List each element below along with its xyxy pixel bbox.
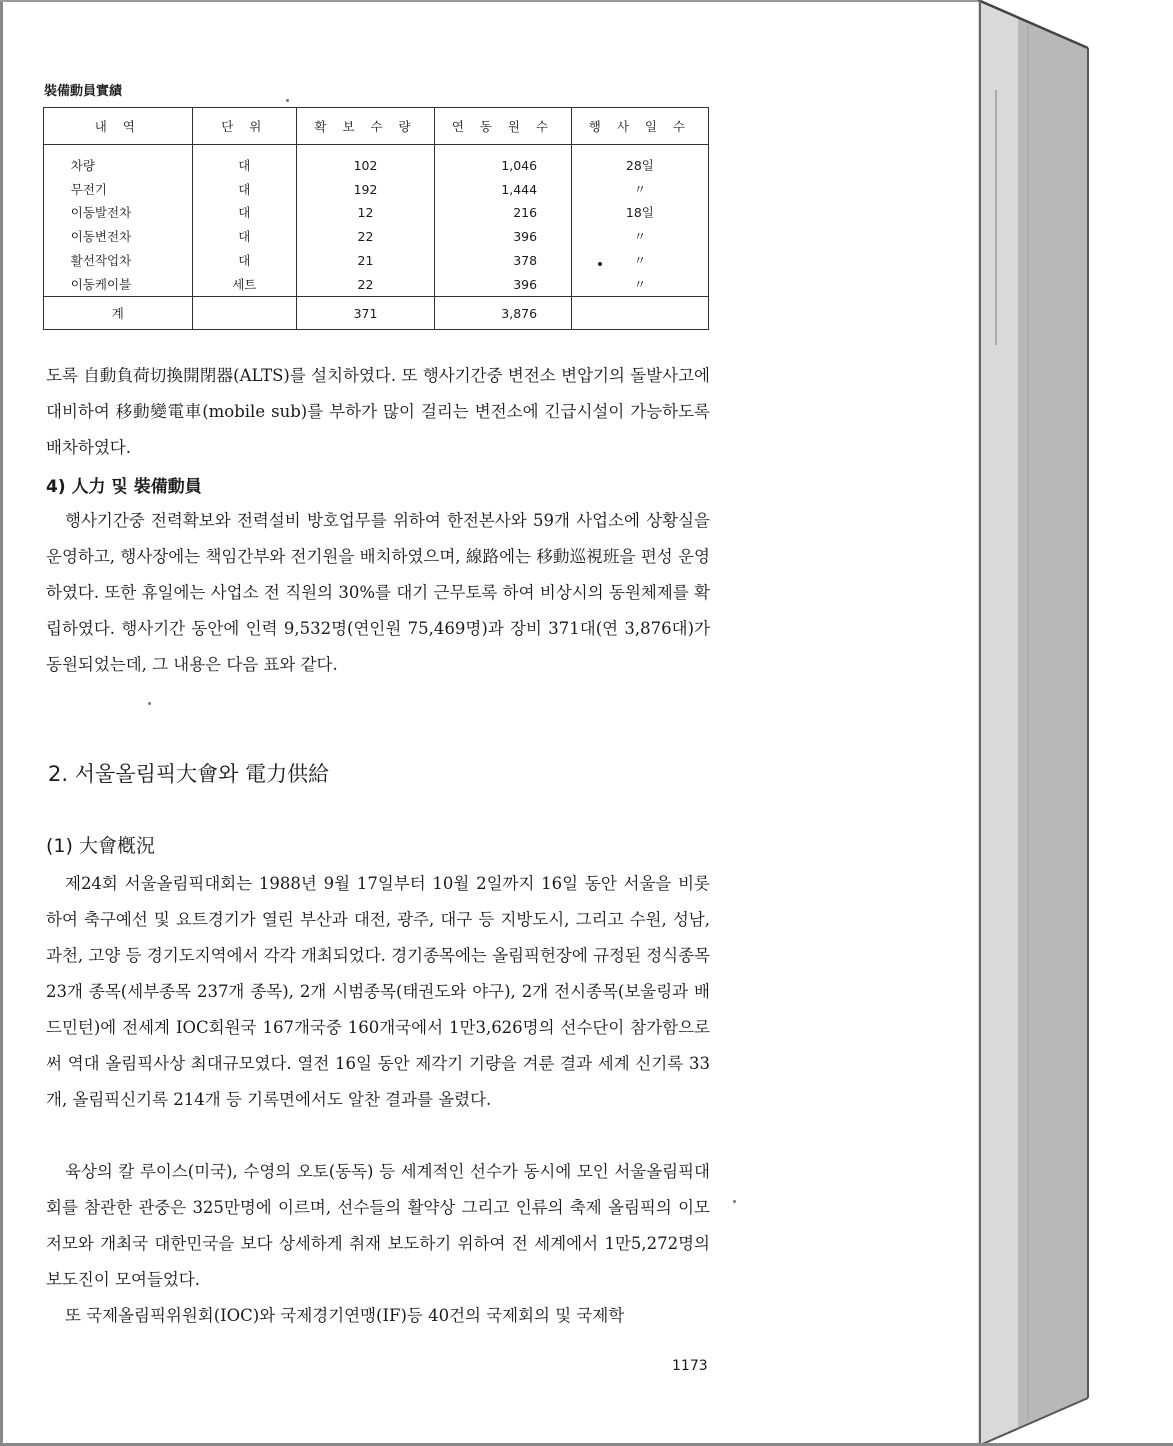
- page-edge-face: [978, 0, 1018, 1446]
- equipment-table: [43, 107, 709, 330]
- total-unit: [192, 297, 296, 330]
- page-top-edge: [0, 0, 980, 2]
- table-cell: 28일: [625, 158, 654, 173]
- book-side-stack: [978, 0, 1173, 1446]
- total-mobilized: [435, 297, 572, 330]
- table-cell: 22: [357, 229, 374, 245]
- table-cell: 396: [513, 276, 538, 292]
- item-column: [44, 145, 193, 297]
- page-left-edge: [0, 0, 3, 1446]
- table-cell: 대: [238, 229, 251, 245]
- table-cell: 활선작업차: [70, 252, 132, 268]
- section-heading-4: 4) 人力 및 裝備動員: [46, 477, 202, 497]
- table-cell: 대: [238, 181, 251, 197]
- table-cell: 18일: [625, 205, 654, 221]
- header-secured: 확 보 수 량: [296, 108, 434, 145]
- table-cell: 216: [513, 205, 538, 221]
- total-secured: 371: [296, 297, 434, 330]
- table-cell: 22: [357, 276, 374, 292]
- table-cell: 1,046: [501, 158, 538, 173]
- total-label: 계: [44, 297, 193, 330]
- table-cell: 21: [357, 252, 374, 268]
- table-cell: 이동변전차: [70, 229, 132, 245]
- table-cell: 1,444: [501, 181, 538, 197]
- table-cell: 대: [238, 158, 251, 173]
- paragraph-conferences: 또 국제올림픽위원회(IOC)와 국제경기연맹(IF)등 40건의 국제회의 및 국제학: [65, 1306, 625, 1325]
- total-days: [571, 297, 708, 330]
- table-cell: 세트: [232, 276, 257, 292]
- secured-column: [296, 145, 434, 297]
- table-cell: 이동발전차: [70, 205, 132, 221]
- table-cell: 〃: [633, 252, 647, 268]
- table-cell: 〃: [633, 276, 647, 292]
- table-cell: 192: [353, 181, 378, 197]
- scan-speck: [286, 99, 289, 102]
- table-cell: 378: [513, 252, 538, 268]
- table-cell: 무전기: [70, 181, 108, 197]
- page-number: 1173: [672, 1358, 708, 1374]
- table-total-row: [44, 297, 709, 330]
- table-cell: 12: [357, 205, 374, 221]
- paragraph-overview: 제24회 서울올림픽대회는 1988년 9월 17일부터 10월 2일까지 16일 동안 서울을 비롯하여 축구예선 및 요트경기가 열린 부산과 대전, 광주, 대구 등 지방도시, 그리고 수원, 성남, 과천, 고양 등 경기도지역에서 각각 개최되었다. 경기종목에는 올림픽헌장에 규정된 정식종목 23개 종목(세부종목 237개 종목), 2개 시범종목(태권도와 야구), 2개 전시종목(보울링과 배드민턴)에 전세계 IOC회원국 167개국중 160개국에서 1만3,626명의 선수단이 참가함으로써 역대 올림픽사상 최대규모였다. 열전 16일 동안 제각기 기량을 겨룬 결과 세계 신기록 33개, 올림픽신기록 214개 등 기록면에서도 알찬 결과를 올렸다.: [46, 874, 710, 1109]
- total-mobilized-value: 3,876: [501, 305, 538, 321]
- days-column: [571, 145, 708, 297]
- paragraph-manpower: 행사기간중 전력확보와 전력설비 방호업무를 위하여 한전본사와 59개 사업소에 상황실을 운영하고, 행사장에는 책임간부와 전기원을 배치하였으며, 線路에는 移動巡視班을 편성 운영하였다. 또한 휴일에는 사업소 전 직원의 30%를 대기 근무토록 하여 비상시의 동원체제를 확립하였다. 행사기간 동안에 인력 9,532명(연인원 75,469명)과 장비 371대(연 3,876대)가 동원되었는데, 그 내용은 다음 표와 같다.: [46, 511, 710, 674]
- table-body-row: [44, 145, 709, 297]
- mobilized-column: [435, 145, 572, 297]
- unit-column: [192, 145, 296, 297]
- paragraph-alts: 도록 自動負荷切換開閉器(ALTS)를 설치하였다. 또 행사기간중 변전소 변압기의 돌발사고에 대비하여 移動變電車(mobile sub)를 부하가 많이 걸리는 변전소에 긴급시설이 가능하도록 배차하였다.: [46, 366, 710, 457]
- header-unit: 단 위: [192, 108, 296, 145]
- table-cell: 대: [238, 205, 251, 221]
- scan-speck: [148, 702, 151, 705]
- scan-speck: [598, 262, 602, 266]
- table-cell: 396: [513, 229, 538, 245]
- header-item: 내 역: [44, 108, 193, 145]
- table-caption: 裝備動員實績: [44, 84, 123, 99]
- section-heading: (1) 大會槪況: [46, 835, 155, 857]
- header-mobilized: 연 동 원 수: [435, 108, 572, 145]
- paragraph-spectators: 육상의 칼 루이스(미국), 수영의 오토(동독) 등 세계적인 선수가 동시에 모인 서울올림픽대회를 참관한 관중은 325만명에 이르며, 선수들의 활약상 그리고 인류의 축제 올림픽의 이모저모와 개최국 대한민국을 보다 상세하게 취재 보도하기 위하여 전 세계에서 1만5,272명의 보도진이 모여들었다.: [46, 1162, 710, 1289]
- table-cell: 대: [238, 252, 251, 268]
- table-cell: 〃: [633, 181, 647, 197]
- table-cell: 〃: [633, 229, 647, 245]
- table-header-row: [44, 108, 709, 145]
- table-cell: 102: [353, 158, 378, 173]
- table-cell: 이동케이블: [70, 276, 132, 292]
- table-cell: 차량: [70, 158, 95, 173]
- chapter-heading: 2. 서울올림픽大會와 電力供給: [48, 762, 330, 786]
- scan-speck: [733, 1200, 736, 1203]
- header-days: 행 사 일 수: [571, 108, 708, 145]
